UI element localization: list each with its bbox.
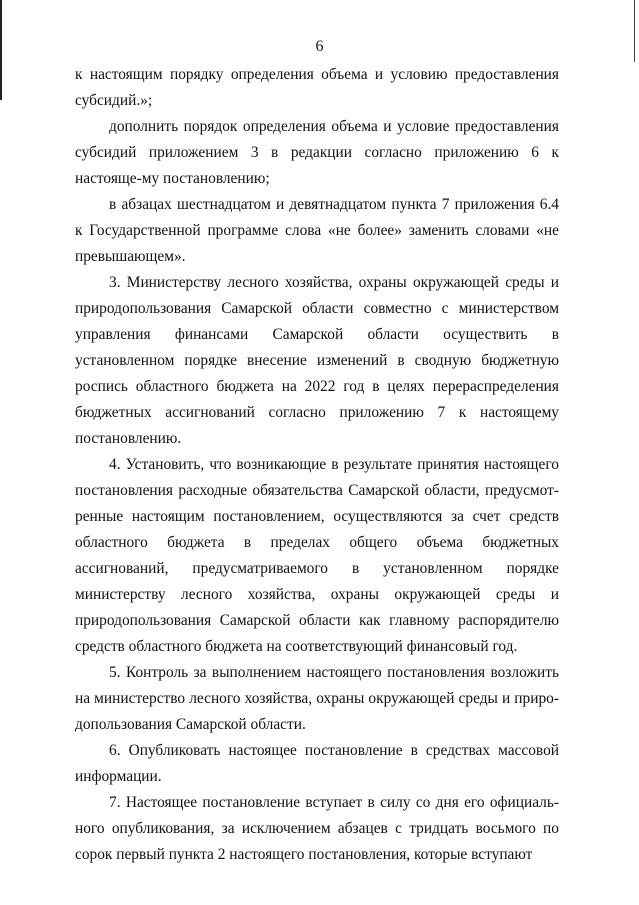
paragraph-item-6: 6. Опубликовать настоящее постановление в средствах массовой информации.	[75, 742, 559, 785]
paragraph-item-5: 5. Контроль за выполнением настоящего постановления возложить на министерство лесного хозяйства, охраны окружающей среды и приро-допользования Самарской области.	[75, 664, 559, 733]
paragraph-amendment-words: в абзацах шестнадцатом и девятнадцатом пункта 7 приложения 6.4 к Государственной программе слова «не более» заменить словами «не превышающем».	[75, 196, 559, 265]
paragraph-continuation: к настоящим порядку определения объема и условию предоставления субсидий.»;	[75, 66, 559, 109]
paragraph-item-7: 7. Настоящее постановление вступает в силу со дня его официаль-ного опубликования, за исключением абзацев с тридцать восьмого по сорок первый пункта 2 настоящего постановления, которые вступают	[75, 794, 559, 863]
paragraph-item-4: 4. Установить, что возникающие в результате принятия настоящего постановления расходные обязательства Самарской области, предусмот-ренные настоящим постановлением, осуществляются за счет средств областного бюджета в пределах общего объема бюджетных ассигнований, предусматриваемого в установленном порядке министерству лесного хозяйства, охраны окружающей среды и природопользования Самарской области как главному распорядителю средств областного бюджета на соответствующий финансовый год.	[75, 456, 559, 655]
paragraph-item-3: 3. Министерству лесного хозяйства, охраны окружающей среды и природопользования Самарской области совместно с министерством управления финансами Самарской области осуществить в установленном порядке внесение изменений в сводную бюджетную роспись областного бюджета на 2022 год в целях перераспределения бюджетных ассигнований согласно приложению 7 к настоящему постановлению.	[75, 274, 559, 447]
document-body	[75, 62, 559, 868]
page-number: 6	[315, 38, 324, 55]
paragraph-amendment-appendix: дополнить порядок определения объема и условие предоставления субсидий приложением 3 в редакции согласно приложению 6 к настояще-му постановлению;	[75, 118, 559, 187]
